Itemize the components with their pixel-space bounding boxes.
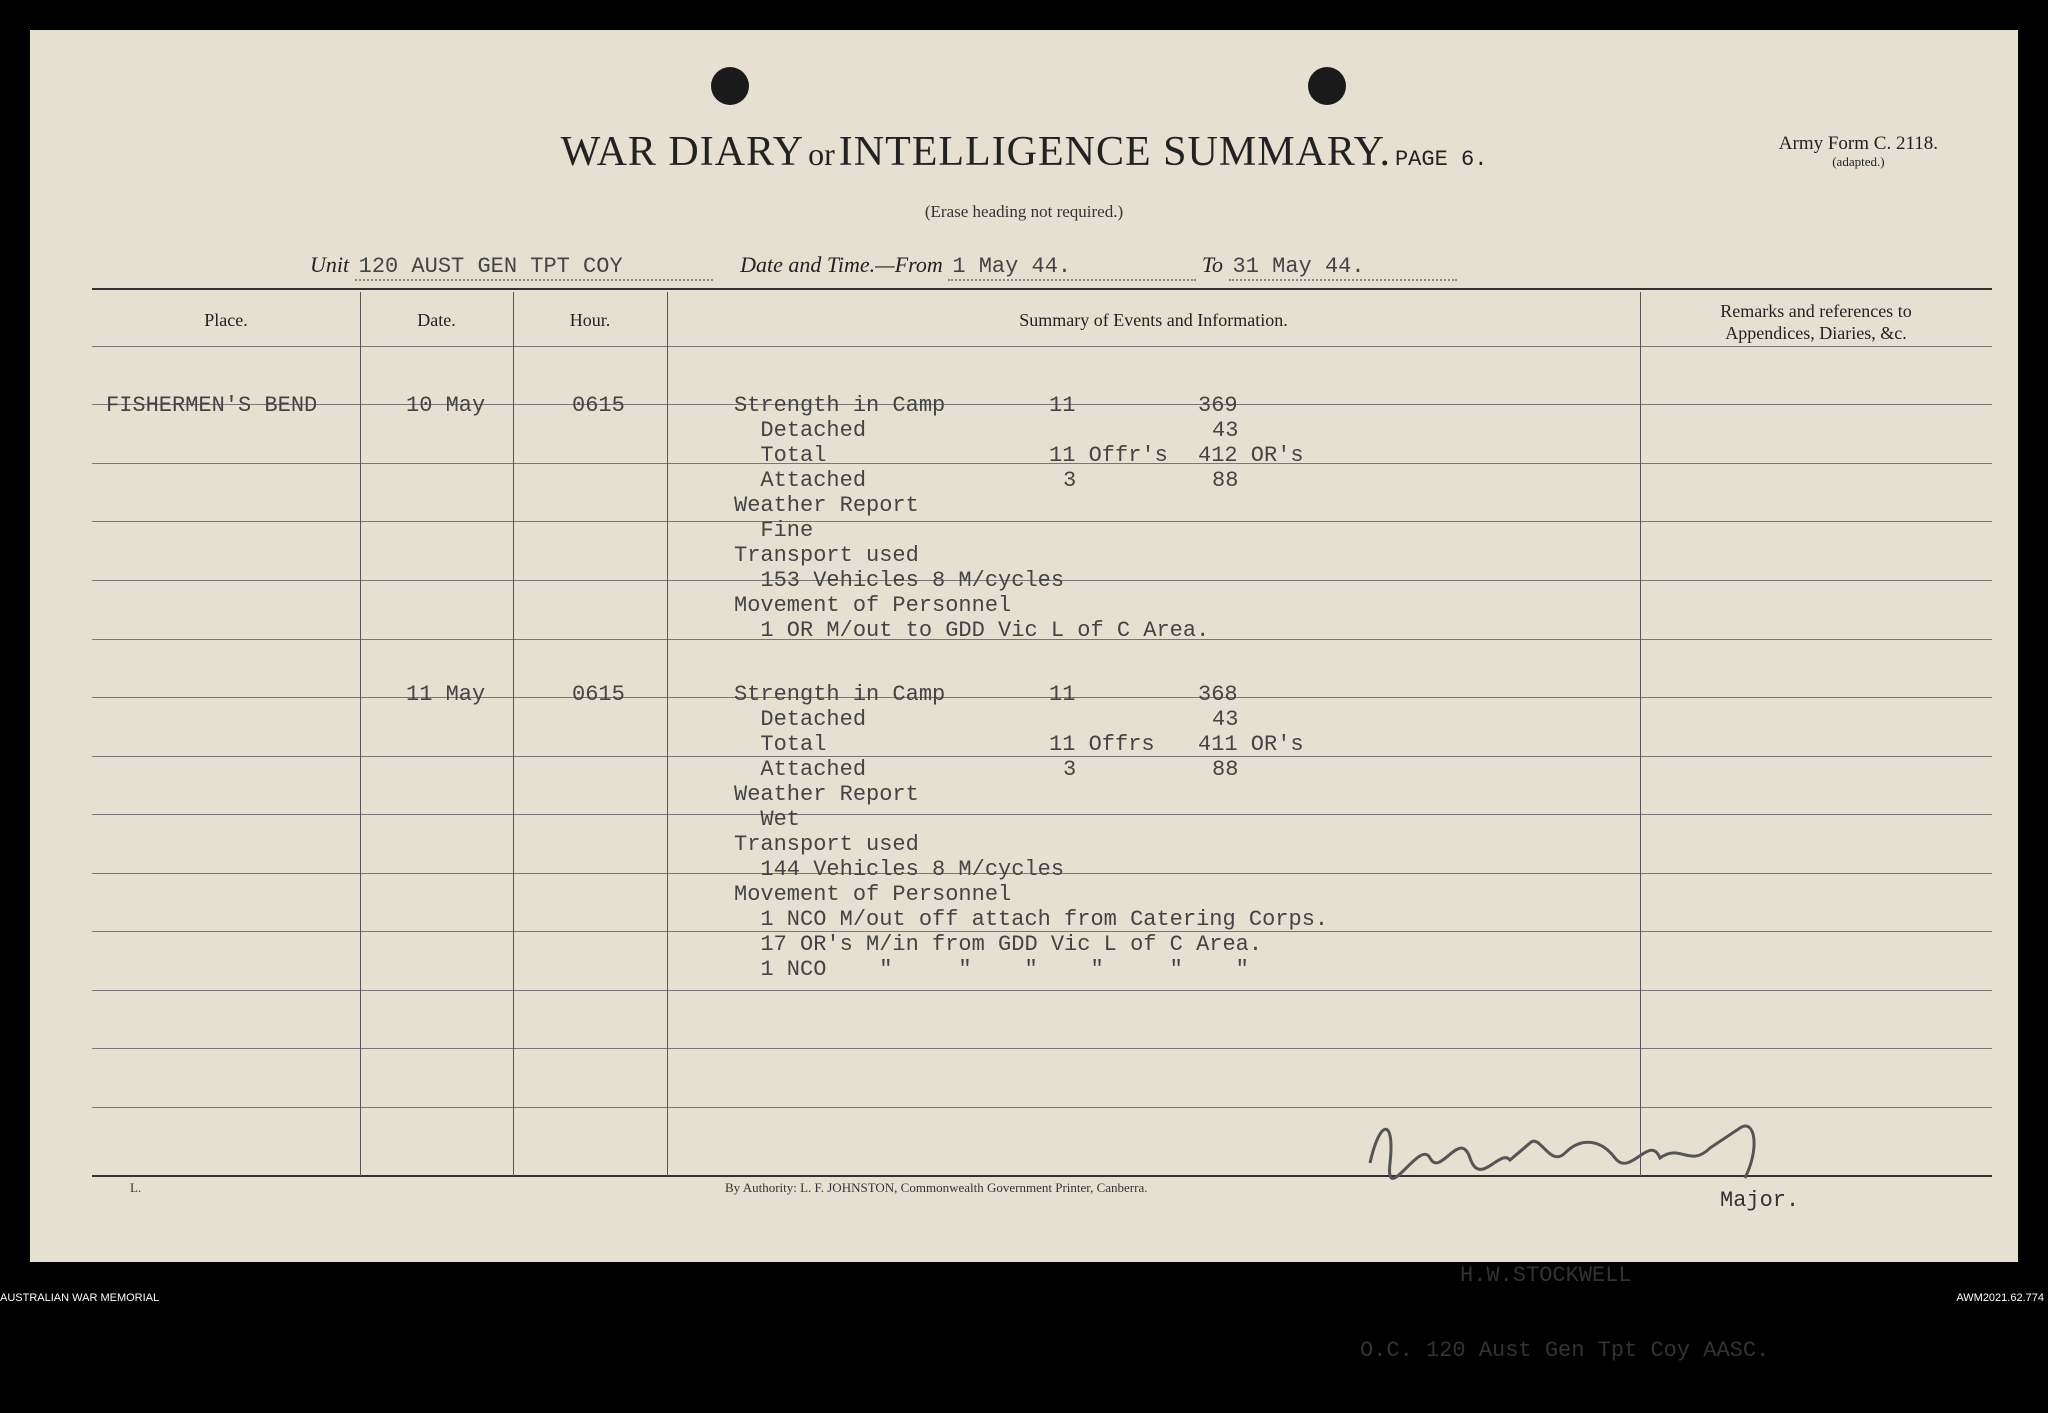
summary-line: Transport used (734, 543, 919, 568)
erase-note: (Erase heading not required.) (924, 202, 1124, 221)
footer-mark: L. (130, 1180, 142, 1195)
other-ranks-count: 369 (1198, 393, 1238, 418)
summary-line: Weather Report (734, 782, 919, 807)
officer-count: 11 Offr's (1049, 443, 1168, 468)
entry-place: FISHERMEN'S BEND (106, 393, 318, 418)
summary-line: Attached (734, 757, 867, 782)
archive-credit: AUSTRALIAN WAR MEMORIAL (0, 1292, 160, 1304)
archive-accession: AWM2021.62.774 (1956, 1292, 2044, 1304)
officer-count: 11 Offrs (1049, 732, 1155, 757)
entry-date: 11 May (406, 682, 486, 707)
entry-date: 10 May (406, 393, 486, 418)
title-or: or (808, 136, 835, 172)
form-adapted-note: (adapted.) (1832, 153, 1885, 169)
summary-line: Strength in Camp (734, 393, 946, 418)
col-header-place: Place. (204, 310, 248, 330)
summary-line: 17 OR's M/in from GDD Vic L of C Area. (734, 932, 1263, 957)
divider-hour-summary (667, 292, 668, 1176)
signature-block (1360, 1138, 1799, 1413)
other-ranks-count: 368 (1198, 682, 1238, 707)
title-intelligence-summary: INTELLIGENCE SUMMARY. (838, 129, 1391, 175)
diary-table (92, 258, 1992, 1175)
col-header-date: Date. (417, 310, 456, 330)
punch-hole-right (1308, 67, 1346, 105)
divider-date-hour (513, 292, 514, 1176)
header-rule (92, 346, 1992, 347)
entry-hour: 0615 (572, 682, 625, 707)
page-number: PAGE 6. (1394, 147, 1488, 172)
divider-place-date (360, 292, 361, 1176)
remarks-line-1: Remarks and references to (1720, 301, 1912, 321)
summary-line: Detached (734, 707, 867, 732)
summary-line: Attached (734, 468, 867, 493)
other-ranks-count: 412 OR's (1198, 443, 1304, 468)
signatory-rank: Major. (1720, 1188, 1800, 1213)
unit-value: 120 AUST GEN TPT COY (355, 254, 713, 281)
date-to-value: 31 May 44. (1229, 254, 1457, 281)
printer-authority: By Authority: L. F. JOHNSTON, Commonwealth Government Printer, Canberra. (725, 1180, 1148, 1195)
other-ranks-count: 43 (1212, 418, 1239, 443)
summary-line: 1 OR M/out to GDD Vic L of C Area. (734, 618, 1210, 643)
entry-hour: 0615 (572, 393, 625, 418)
summary-line: Movement of Personnel (734, 882, 1012, 907)
divider-summary-remarks (1640, 292, 1641, 1176)
date-from-value: 1 May 44. (948, 254, 1196, 281)
signatory-name: H.W.STOCKWELL (1460, 1263, 1632, 1288)
unit-label: Unit (310, 252, 350, 277)
officer-count: 11 (1049, 393, 1076, 418)
summary-line: 1 NCO " " " " " " (734, 957, 1249, 982)
form-number-text: Army Form C. 2118. (1778, 133, 1938, 154)
signatory-position: O.C. 120 Aust Gen Tpt Coy AASC. (1360, 1338, 1770, 1363)
other-ranks-count: 88 (1212, 468, 1239, 493)
col-header-hour: Hour. (569, 310, 611, 330)
title-war-diary: WAR DIARY (560, 129, 805, 175)
date-from-label: Date and Time.—From (740, 252, 943, 277)
form-title (30, 128, 2018, 176)
summary-line: Fine (734, 518, 814, 543)
summary-line: Weather Report (734, 493, 919, 518)
punch-hole-left (711, 67, 749, 105)
summary-line: 1 NCO M/out off attach from Catering Corps. (734, 907, 1329, 932)
col-header-summary: Summary of Events and Information. (1019, 310, 1288, 330)
table-top-rule (92, 288, 1992, 290)
other-ranks-count: 43 (1212, 707, 1239, 732)
remarks-line-2: Appendices, Diaries, &c. (1725, 323, 1907, 343)
summary-line: Detached (734, 418, 867, 443)
summary-line: Strength in Camp (734, 682, 946, 707)
summary-line: Transport used (734, 832, 919, 857)
summary-line: Wet (734, 807, 801, 832)
summary-line: Movement of Personnel (734, 593, 1012, 618)
other-ranks-count: 411 OR's (1198, 732, 1304, 757)
other-ranks-count: 88 (1212, 757, 1239, 782)
summary-line: 144 Vehicles 8 M/cycles (734, 857, 1065, 882)
date-to-label: To (1201, 252, 1224, 277)
summary-line: Total (734, 732, 827, 757)
army-form-number (1779, 134, 1938, 169)
summary-line: Total (734, 443, 827, 468)
officer-count: 11 (1049, 682, 1076, 707)
officer-count: 3 (1063, 757, 1077, 782)
summary-line: 153 Vehicles 8 M/cycles (734, 568, 1065, 593)
col-header-remarks (1640, 300, 1992, 344)
officer-count: 3 (1063, 468, 1077, 493)
